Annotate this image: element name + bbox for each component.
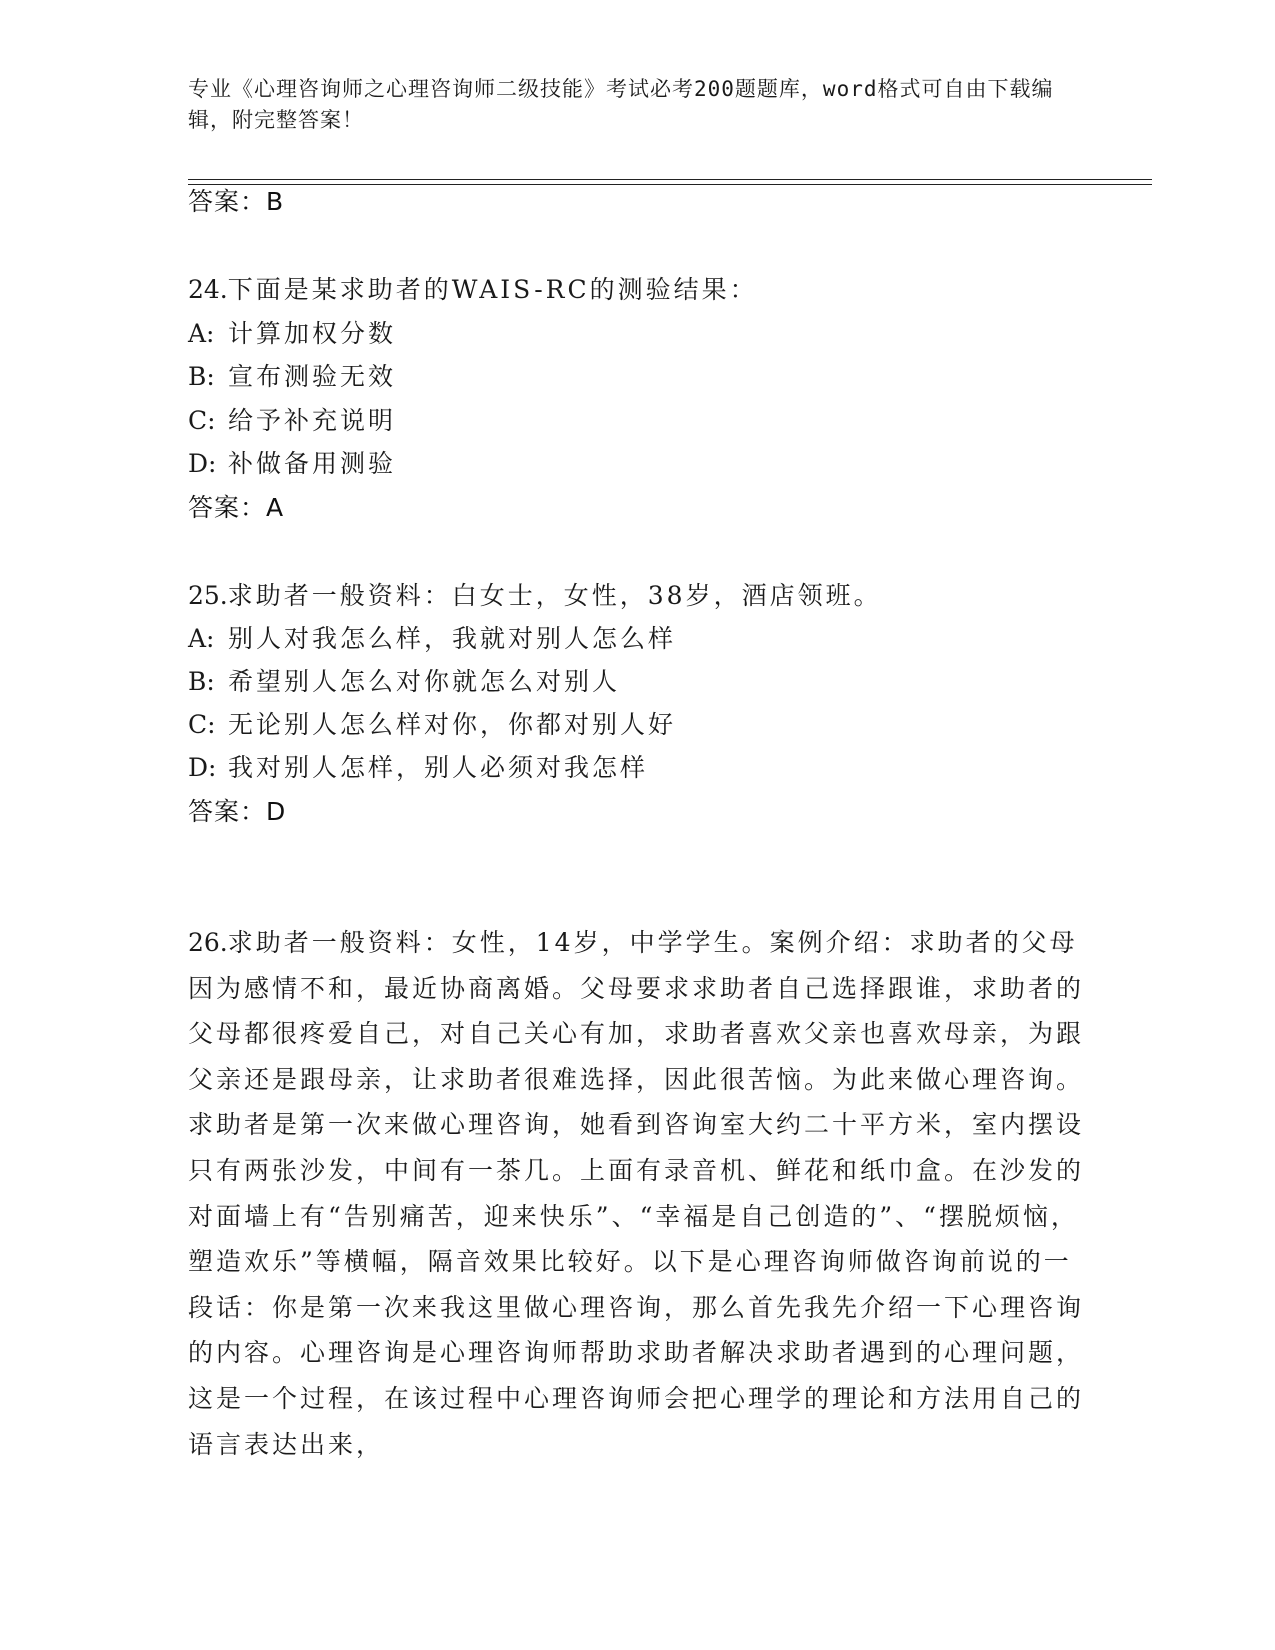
option-key: C:	[188, 406, 216, 435]
option-text: 希望别人怎么对你就怎么对别人	[228, 667, 621, 696]
question-text: 求助者一般资料：女性，14岁，中学学生。案例介绍：求助者的父母因为感情不和，最近协商离婚。父母要求求助者自己选择跟谁，求助者的父母都很疼爱自己，对自己关心有加，求助者喜欢父亲也喜欢母亲，为跟父亲还是跟母亲，让求助者很难选择，因此很苦恼。为此来做心理咨询。求助者是第一次来做心理咨询，她看到咨询室大约二十平方米，室内摆设只有两张沙发，中间有一茶几。上面有录音机、鲜花和纸巾盒。在沙发的对面墙上有“告别痛苦，迎来快乐”、“幸福是自己创造的”、“摆脱烦恼，塑造欢乐”等横幅，隔音效果比较好。以下是心理咨询师做咨询前说的一段话：你是第一次来我这里做心理咨询，那么首先我先介绍一下心理咨询的内容。心理咨询是心理咨询师帮助求助者解决求助者遇到的心理问题，这是一个过程，在该过程中心理咨询师会把心理学的理论和方法用自己的语言表达出来，	[188, 928, 1085, 1459]
answer-q23: 答案：B	[188, 187, 285, 216]
option-key: C:	[188, 710, 216, 739]
question-25-stem	[188, 580, 882, 612]
option-text: 无论别人怎么样对你，你都对别人好	[228, 710, 677, 739]
question-26-case	[188, 920, 1088, 1467]
document-header: 专业《心理咨询师之心理咨询师二级技能》考试必考200题题库，word格式可自由下载编辑，附完整答案！	[188, 77, 1054, 132]
option-text: 别人对我怎么样，我就对别人怎么样	[228, 624, 677, 653]
question-24-option-c	[188, 405, 396, 437]
question-25-option-d	[188, 752, 648, 784]
option-key: B:	[188, 362, 215, 391]
option-text: 我对别人怎样，别人必须对我怎样	[228, 753, 649, 782]
option-key: D:	[188, 753, 217, 782]
question-text: 求助者一般资料：白女士，女性，38岁，酒店领班。	[227, 581, 882, 610]
question-24-option-a	[188, 318, 396, 350]
option-key: A:	[188, 624, 215, 653]
option-key: B:	[188, 667, 215, 696]
header-divider-second	[188, 184, 1152, 185]
option-text: 补做备用测验	[228, 449, 397, 478]
answer-q25: 答案：D	[188, 797, 287, 826]
option-key: A:	[188, 319, 215, 348]
question-25-option-c	[188, 709, 676, 741]
question-24-stem	[188, 274, 758, 306]
header-divider	[188, 179, 1152, 180]
option-text: 给予补充说明	[228, 406, 397, 435]
question-24-option-b	[188, 361, 396, 393]
question-25-option-a	[188, 623, 676, 655]
question-24-option-d	[188, 448, 396, 480]
question-number: 26.	[188, 928, 228, 957]
option-key: D:	[188, 449, 217, 478]
question-text: 下面是某求助者的WAIS-RC的测验结果：	[227, 275, 758, 304]
question-25-option-b	[188, 666, 620, 698]
question-number: 24.	[188, 275, 228, 304]
option-text: 宣布测验无效	[228, 362, 397, 391]
option-text: 计算加权分数	[228, 319, 397, 348]
question-number: 25.	[188, 581, 228, 610]
answer-q24: 答案：A	[188, 493, 285, 522]
